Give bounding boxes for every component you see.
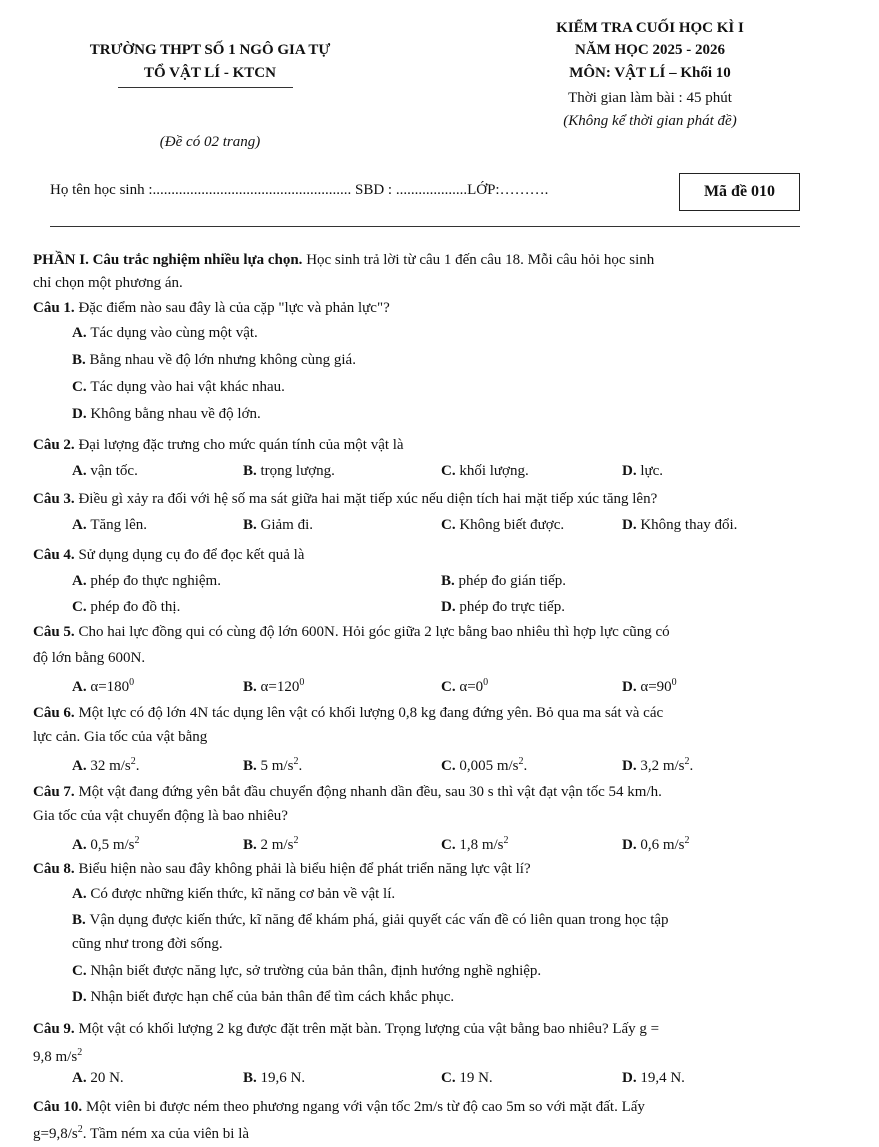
option-letter: D. (72, 406, 91, 422)
option-suffix: . (135, 758, 140, 774)
option-text: Không bằng nhau về độ lớn. (90, 406, 261, 422)
answer-option (622, 831, 690, 855)
option-letter: C. (441, 517, 460, 533)
answer-option (72, 377, 285, 397)
question-text-line2 (33, 1043, 833, 1067)
answer-option (72, 987, 454, 1007)
option-superscript: 0 (671, 677, 677, 688)
question-number: Câu 7. (33, 784, 75, 800)
option-text: Không thay đổi. (640, 517, 738, 533)
department-name: TỔ VẬT LÍ - KTCN (144, 65, 276, 81)
answer-option (72, 884, 395, 904)
question-text-line2 (33, 806, 833, 826)
option-letter: B. (243, 517, 261, 533)
option-suffix: . (523, 758, 528, 774)
option-letter: D. (622, 758, 641, 774)
answer-option (243, 1068, 305, 1088)
option-superscript: 2 (684, 756, 690, 767)
time-allowed: Thời gian làm bài : 45 phút (568, 90, 732, 106)
option-superscript: 2 (130, 756, 136, 767)
option-letter: A. (72, 886, 91, 902)
question-text: Một lực có độ lớn 4N tác dụng lên vật có khối lượng 0,8 kg đang đứng yên. Bỏ qua ma sát và các (74, 705, 664, 721)
question-text-line2 (33, 648, 833, 668)
question-number: Câu 1. (33, 300, 75, 316)
option-superscript: 2 (684, 835, 690, 846)
option-text: Có được những kiến thức, kĩ năng cơ bản về vật lí. (90, 886, 396, 902)
header-underline (118, 87, 293, 88)
answer-option (72, 571, 221, 591)
part-instructions: Học sinh trả lời từ câu 1 đến câu 18. Mỗi câu hỏi học sinh (302, 252, 655, 268)
option-text: α=180 (90, 679, 130, 695)
question-text: Sử dụng dụng cụ đo để đọc kết quả là (74, 547, 305, 563)
question-text: Một viên bi được ném theo phương ngang với vận tốc 2m/s từ độ cao 5m so với mặt đất. Lấy (82, 1099, 645, 1115)
question-text-cont: lực cản. Gia tốc của vật bằng (33, 729, 208, 745)
question-text-cont: độ lớn bằng 600N. (33, 650, 146, 666)
question-number: Câu 5. (33, 624, 75, 640)
option-text: 3,2 m/s (640, 758, 685, 774)
question-text: Một vật có khối lượng 2 kg được đặt trên mặt bàn. Trọng lượng của vật bằng bao nhiêu? Lấy g = (74, 1021, 660, 1037)
part-heading (33, 250, 833, 270)
answer-option (72, 404, 261, 424)
option-text: Tăng lên. (90, 517, 147, 533)
answer-option (72, 673, 134, 697)
answer-option (441, 1068, 493, 1088)
option-letter: D. (622, 679, 641, 695)
option-text: α=90 (640, 679, 672, 695)
option-superscript: 2 (503, 835, 509, 846)
option-letter: C. (441, 679, 460, 695)
option-superscript: 0 (299, 677, 305, 688)
option-text: Nhận biết được hạn chế của bản thân để tìm cách khắc phục. (90, 989, 455, 1005)
option-text: 19 N. (459, 1070, 493, 1086)
answer-option (441, 597, 565, 617)
school-name: TRƯỜNG THPT SỐ 1 NGÔ GIA TỰ (89, 42, 331, 58)
option-letter: B. (243, 758, 261, 774)
question-stem (33, 782, 833, 802)
part-instructions-line2: chỉ chọn một phương án. (33, 275, 183, 291)
question-stem (33, 622, 833, 642)
option-text: α=0 (459, 679, 484, 695)
option-letter: B. (243, 837, 261, 853)
question-text-rest: . Tầm ném xa của viên bi là (82, 1126, 250, 1142)
option-text: 1,8 m/s (459, 837, 504, 853)
option-letter: C. (441, 463, 460, 479)
option-letter: A. (72, 1070, 91, 1086)
option-text: Tác dụng vào hai vật khác nhau. (90, 379, 285, 395)
option-superscript: 0 (483, 677, 489, 688)
student-info-line: Họ tên học sinh :..................................................... SBD : ...................LỚP:………. (50, 182, 549, 198)
option-text: 5 m/s (260, 758, 294, 774)
answer-option (622, 752, 693, 776)
answer-option (72, 515, 147, 535)
option-letter: B. (243, 679, 261, 695)
answer-option (72, 961, 541, 981)
answer-option (441, 515, 564, 535)
answer-option (243, 673, 304, 697)
answer-option (622, 515, 737, 535)
option-superscript: 0 (129, 677, 135, 688)
option-letter: B. (243, 1070, 261, 1086)
question-number: Câu 6. (33, 705, 75, 721)
option-text: Giảm đi. (260, 517, 314, 533)
question-number: Câu 2. (33, 437, 75, 453)
option-letter: C. (441, 837, 460, 853)
answer-option (72, 323, 258, 343)
question-text-cont: Gia tốc của vật chuyển động là bao nhiêu? (33, 808, 288, 824)
option-text: 20 N. (90, 1070, 124, 1086)
answer-option (72, 1068, 124, 1088)
question-stem (33, 1097, 833, 1117)
option-text: Vận dụng được kiến thức, kĩ năng để khám phá, giải quyết các vấn đề có liên quan trong học tập (89, 912, 669, 928)
option-letter: C. (72, 963, 91, 979)
option-letter: C. (441, 758, 460, 774)
option-text: khối lượng. (459, 463, 529, 479)
page-count: (Đề có 02 trang) (159, 134, 261, 150)
option-superscript: 2 (293, 756, 299, 767)
option-superscript: 2 (293, 835, 299, 846)
question-superscript: 2 (77, 1047, 83, 1058)
answer-option (72, 597, 180, 617)
school-year: NĂM HỌC 2025 - 2026 (575, 42, 725, 58)
question-stem (33, 435, 833, 455)
part-title: PHẦN I. Câu trắc nghiệm nhiều lựa chọn. (33, 252, 303, 268)
time-note: (Không kể thời gian phát đề) (563, 113, 737, 129)
option-letter: D. (72, 989, 91, 1005)
answer-option (72, 831, 140, 855)
option-letter: A. (72, 517, 91, 533)
answer-option (243, 515, 313, 535)
option-superscript: 2 (518, 756, 524, 767)
option-letter: D. (622, 517, 641, 533)
option-letter: A. (72, 679, 91, 695)
question-text-cont: g=9,8/s (33, 1126, 78, 1142)
option-letter: C. (441, 1070, 460, 1086)
question-stem (33, 1019, 833, 1039)
option-suffix: . (298, 758, 303, 774)
answer-option (243, 461, 335, 481)
option-letter: B. (72, 352, 90, 368)
question-number: Câu 10. (33, 1099, 83, 1115)
answer-option (72, 934, 223, 954)
answer-option (72, 350, 356, 370)
question-superscript: 2 (77, 1124, 83, 1135)
question-stem (33, 703, 833, 723)
option-text: phép đo trực tiếp. (459, 599, 565, 615)
option-letter: C. (72, 599, 91, 615)
option-letter: D. (622, 463, 641, 479)
answer-option (441, 752, 527, 776)
option-letter: B. (72, 912, 90, 928)
option-text: cũng như trong đời sống. (72, 936, 223, 952)
option-letter: B. (441, 573, 459, 589)
question-text: Một vật đang đứng yên bắt đầu chuyển động nhanh dần đều, sau 30 s thì vật đạt vận tốc 54 km/h. (74, 784, 662, 800)
answer-option (622, 673, 677, 697)
option-text: Nhận biết được năng lực, sở trường của bản thân, định hướng nghề nghiệp. (90, 963, 542, 979)
question-text: Đại lượng đặc trưng cho mức quán tính của một vật là (74, 437, 404, 453)
exam-title: KIỂM TRA CUỐI HỌC KÌ I (556, 20, 744, 36)
option-text: 32 m/s (90, 758, 131, 774)
divider (50, 226, 800, 227)
question-text: Cho hai lực đồng qui có cùng độ lớn 600N. Hỏi góc giữa 2 lực bằng bao nhiêu thì hợp lực cũng có (74, 624, 670, 640)
exam-code-box: Mã đề 010 (679, 173, 800, 211)
answer-option (243, 752, 302, 776)
answer-option (72, 910, 669, 930)
option-letter: D. (622, 1070, 641, 1086)
answer-option (441, 571, 566, 591)
option-text: 2 m/s (260, 837, 294, 853)
answer-option (243, 831, 298, 855)
question-stem (33, 298, 833, 318)
question-number: Câu 9. (33, 1021, 75, 1037)
option-text: lực. (640, 463, 664, 479)
question-number: Câu 3. (33, 491, 75, 507)
question-stem (33, 489, 833, 509)
option-letter: D. (441, 599, 460, 615)
answer-option (72, 752, 140, 776)
option-letter: A. (72, 463, 91, 479)
option-letter: B. (243, 463, 261, 479)
option-text: 19,6 N. (260, 1070, 306, 1086)
option-text: 0,005 m/s (459, 758, 519, 774)
question-text: Biểu hiện nào sau đây không phải là biểu hiện để phát triển năng lực vật lí? (74, 861, 531, 877)
option-text: phép đo gián tiếp. (458, 573, 566, 589)
option-text: 19,4 N. (640, 1070, 685, 1086)
question-text: Điều gì xảy ra đối với hệ số ma sát giữa hai mặt tiếp xúc nếu diện tích hai mặt tiếp xúc tăng lên? (74, 491, 658, 507)
question-text-line2 (33, 1120, 833, 1144)
answer-option (622, 1068, 685, 1088)
option-text: Tác dụng vào cùng một vật. (90, 325, 258, 341)
question-number: Câu 4. (33, 547, 75, 563)
question-number: Câu 8. (33, 861, 75, 877)
option-text: phép đo thực nghiệm. (90, 573, 221, 589)
option-text: Bằng nhau về độ lớn nhưng không cùng giá. (89, 352, 356, 368)
option-text: Không biết được. (459, 517, 565, 533)
question-stem (33, 859, 833, 879)
question-text-line2 (33, 727, 833, 747)
option-letter: A. (72, 573, 91, 589)
option-letter: D. (622, 837, 641, 853)
option-suffix: . (689, 758, 694, 774)
answer-option (622, 461, 663, 481)
option-text: vận tốc. (90, 463, 138, 479)
option-text: phép đo đồ thị. (90, 599, 181, 615)
answer-option (441, 673, 488, 697)
option-text: 0,5 m/s (90, 837, 135, 853)
option-text: α=120 (260, 679, 300, 695)
option-letter: A. (72, 325, 91, 341)
question-text-cont: 9,8 m/s (33, 1049, 78, 1065)
option-letter: C. (72, 379, 91, 395)
option-superscript: 2 (134, 835, 140, 846)
option-letter: A. (72, 837, 91, 853)
option-text: trọng lượng. (260, 463, 335, 479)
answer-option (441, 461, 529, 481)
question-text: Đặc điểm nào sau đây là của cặp "lực và phản lực"? (74, 300, 390, 316)
option-letter: A. (72, 758, 91, 774)
answer-option (441, 831, 509, 855)
question-stem (33, 545, 833, 565)
answer-option (72, 461, 138, 481)
subject-line: MÔN: VẬT LÍ – Khối 10 (569, 65, 731, 81)
option-text: 0,6 m/s (640, 837, 685, 853)
